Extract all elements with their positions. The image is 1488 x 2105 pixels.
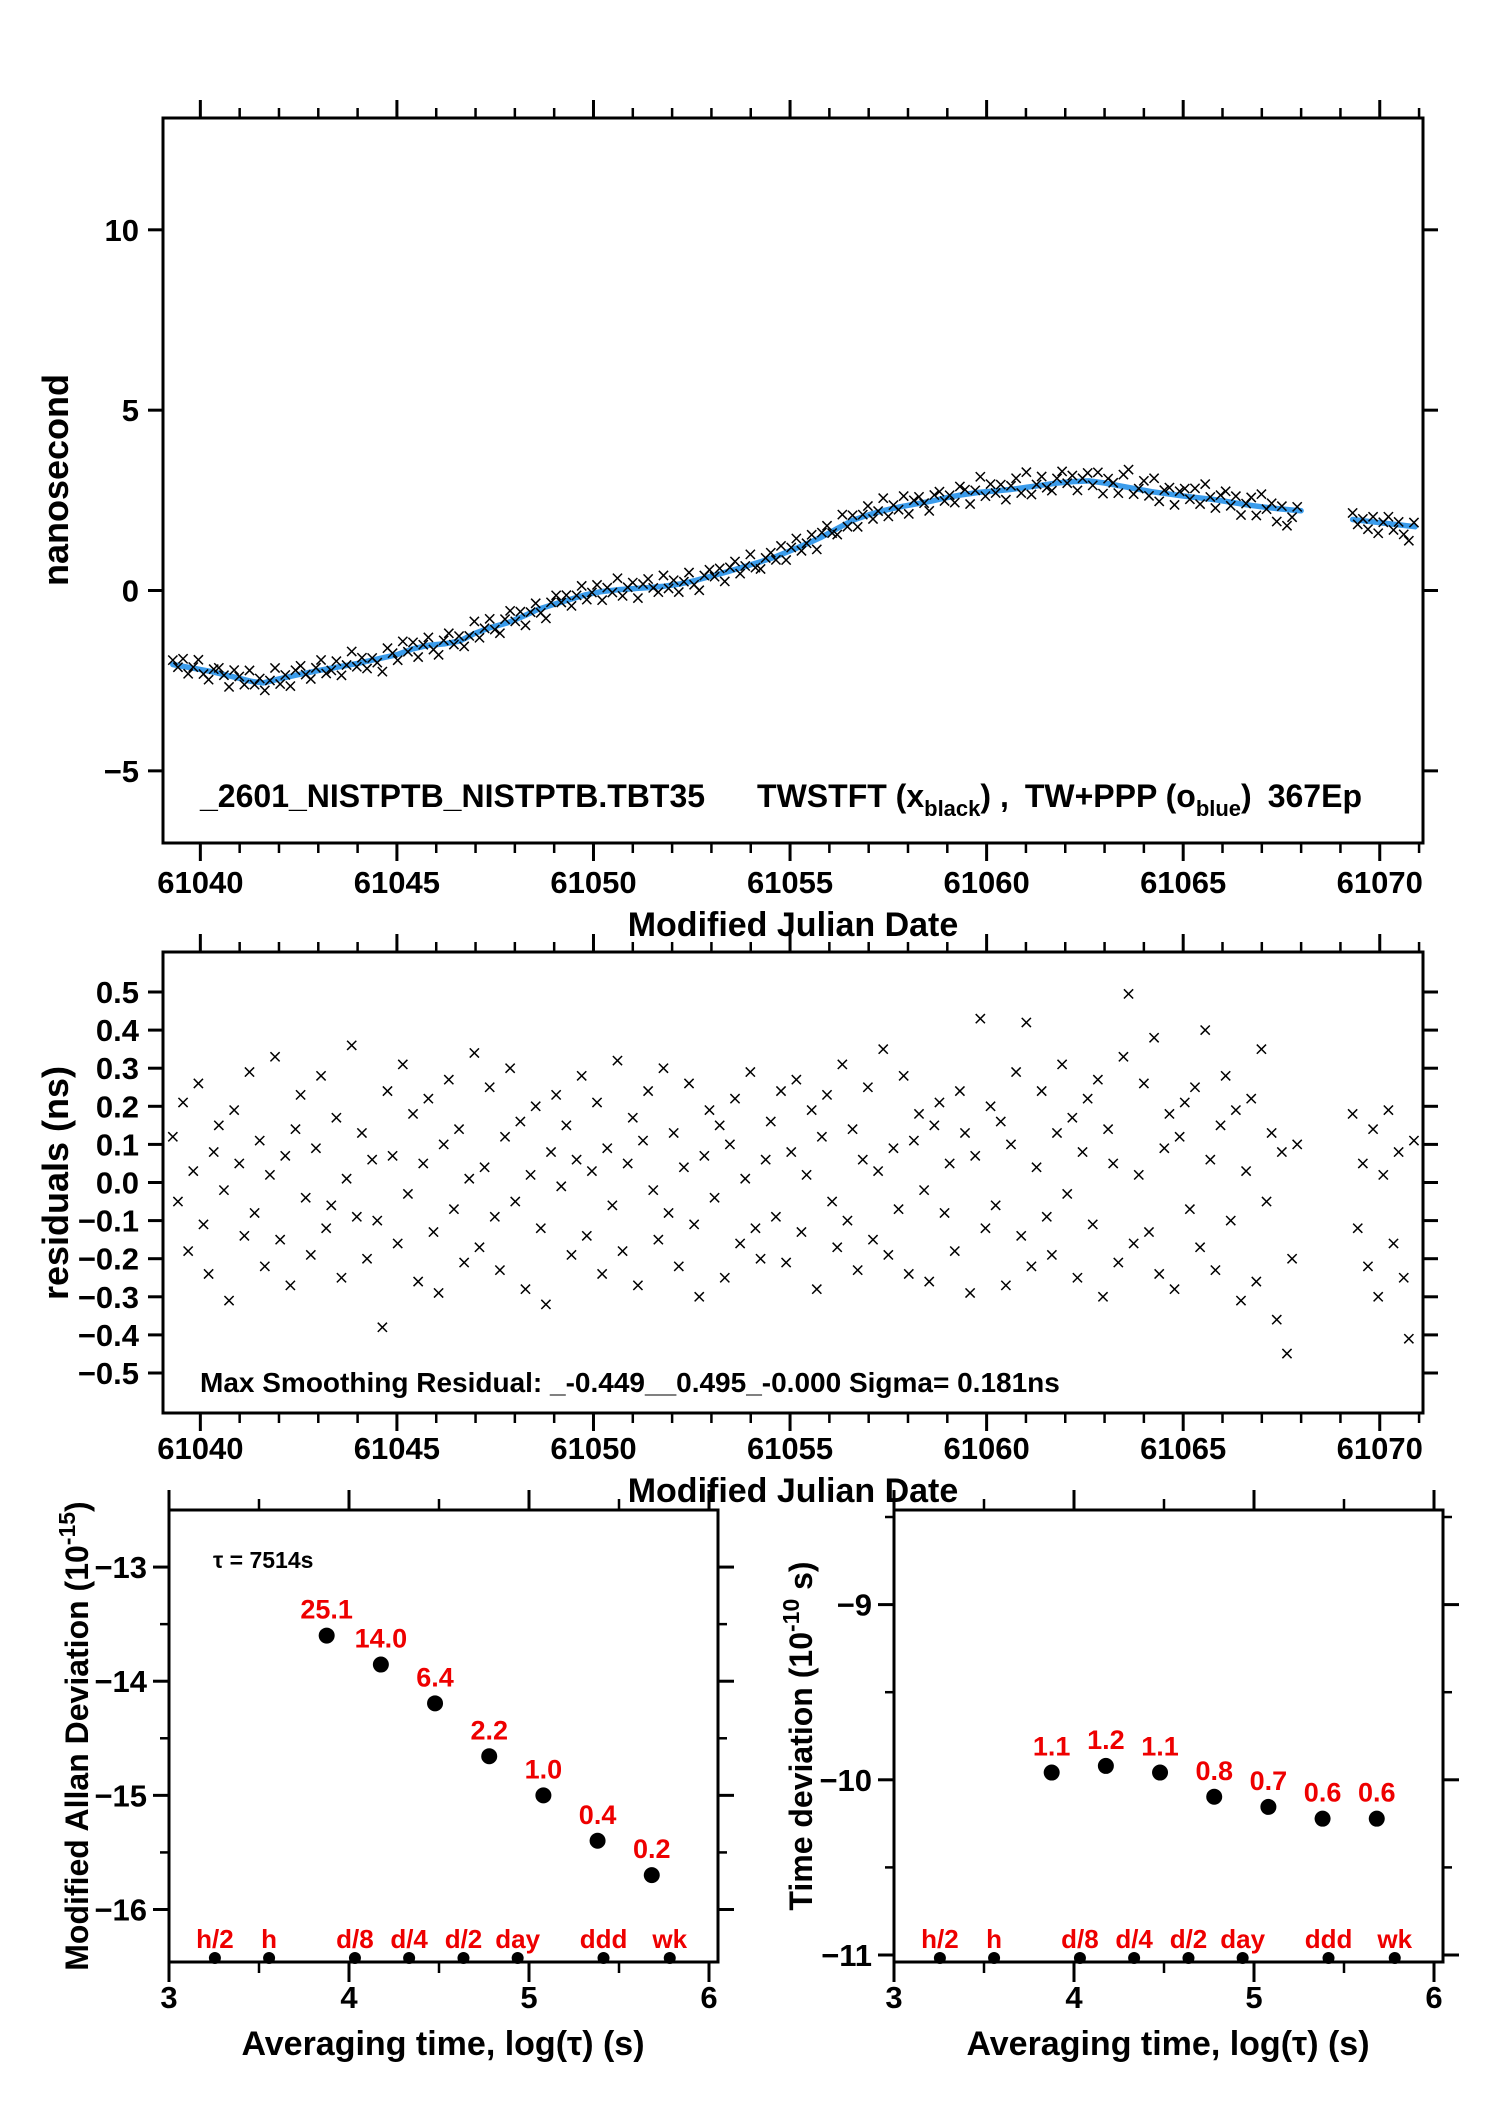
y-tick-label: −10 xyxy=(819,1762,872,1798)
dataset-id: _2601_NISTPTB_NISTPTB.TBT35 xyxy=(200,778,706,814)
y-tick-label: 0.3 xyxy=(95,1051,139,1087)
deviation-point xyxy=(590,1833,606,1849)
tau-marker-label: h/2 xyxy=(921,1924,959,1954)
mdev-title-text: Modified Allan Deviation (10 xyxy=(59,1545,95,1971)
tau-marker-label: h/2 xyxy=(196,1924,234,1954)
tau-reference-markers xyxy=(921,1924,1413,1964)
deviation-point xyxy=(1315,1811,1331,1827)
tau-marker-label: d/2 xyxy=(444,1924,483,1954)
deviation-value-label: 0.2 xyxy=(632,1834,671,1865)
deviation-points xyxy=(1033,1725,1396,1827)
y-tick-label: 0.1 xyxy=(95,1127,139,1163)
x-tick-label: 61045 xyxy=(353,1431,441,1466)
residuals-y-axis-title: residuals (ns) xyxy=(35,1065,76,1301)
deviation-value-label: 6.4 xyxy=(416,1662,454,1693)
y-tick-label: 0 xyxy=(121,573,139,609)
x-tick-label: 61050 xyxy=(550,1431,637,1466)
deviation-point xyxy=(1098,1758,1114,1774)
y-tick-label: 0.0 xyxy=(95,1165,139,1201)
y-tick-label: −0.3 xyxy=(77,1279,139,1315)
x-tick-label: 61070 xyxy=(1336,865,1423,900)
smoothed-series-line xyxy=(173,481,1301,683)
series1-close: ) , xyxy=(980,778,1009,814)
panel-frame xyxy=(163,952,1423,1413)
tdev-x-axis-title: Averaging time, log(τ) (s) xyxy=(966,2025,1370,2063)
x-tick-label: 61070 xyxy=(1336,1431,1423,1466)
mdev-title-close: ) xyxy=(59,1501,95,1512)
x-tick-label: 3 xyxy=(160,1980,178,2015)
residual-markers xyxy=(168,989,1418,1358)
deviation-value-label: 1.1 xyxy=(1141,1731,1179,1762)
deviation-value-label: 1.1 xyxy=(1032,1731,1071,1762)
tdev-title-exponent: -10 xyxy=(778,1598,804,1632)
deviation-point xyxy=(319,1628,335,1644)
x-tick-label: 61065 xyxy=(1140,865,1227,900)
tau-marker-label: ddd xyxy=(579,1924,628,1954)
series2-subscript: blue xyxy=(1195,796,1242,821)
y-tick-label: 0.5 xyxy=(95,975,139,1011)
x-tick-label: 4 xyxy=(340,1980,358,2015)
deviation-value-label: 1.2 xyxy=(1087,1724,1125,1755)
y-tick-label: 0.2 xyxy=(95,1089,139,1125)
y-tick-label: −13 xyxy=(94,1550,147,1586)
deviation-point xyxy=(373,1657,389,1673)
tdev-y-axis-title xyxy=(778,1561,819,1910)
mdev-y-axis-title xyxy=(54,1501,95,1970)
mdev-title-exponent: -15 xyxy=(54,1511,80,1546)
x-tick-label: 6 xyxy=(700,1980,718,2015)
residuals-annotation: Max Smoothing Residual: _-0.449__0.495_-0.000 Sigma= 0.181ns xyxy=(200,1367,1060,1398)
x-tick-label: 61065 xyxy=(1140,1431,1227,1466)
x-tick-label: 61060 xyxy=(943,865,1030,900)
x-tick-label: 6 xyxy=(1425,1980,1443,2015)
deviation-value-label: 0.7 xyxy=(1249,1765,1288,1796)
series1-subscript: black xyxy=(924,796,981,821)
tau-marker-label: wk xyxy=(652,1924,688,1954)
top-annotation xyxy=(199,778,1362,821)
deviation-point xyxy=(1206,1789,1222,1805)
tdev-title-close: s) xyxy=(783,1561,819,1599)
x-tick-label: 61050 xyxy=(550,865,637,900)
x-tick-label: 61055 xyxy=(746,1431,834,1466)
x-tick-label: 61040 xyxy=(157,1431,244,1466)
top-x-axis-title: Modified Julian Date xyxy=(627,906,959,944)
x-tick-label: 4 xyxy=(1065,1980,1083,2015)
deviation-value-label: 1.0 xyxy=(524,1754,563,1785)
modified-allan-deviation-panel xyxy=(94,1490,734,2015)
x-tick-label: 3 xyxy=(885,1980,903,2015)
y-tick-label: −9 xyxy=(836,1587,872,1623)
residuals-x-axis-title: Modified Julian Date xyxy=(627,1472,959,1510)
y-tick-label: 5 xyxy=(121,393,139,429)
tau-marker-label: h xyxy=(261,1924,278,1954)
x-tick-label: 61060 xyxy=(943,1431,1030,1466)
deviation-value-label: 0.8 xyxy=(1195,1755,1233,1786)
time-deviation-panel xyxy=(819,1490,1459,2015)
series2-label: TW+PPP (o xyxy=(1024,778,1196,814)
y-tick-label: −11 xyxy=(821,1937,872,1973)
x-tick-label: 5 xyxy=(520,1980,538,2015)
y-tick-label: −0.2 xyxy=(77,1241,139,1277)
y-tick-label: −15 xyxy=(94,1778,147,1814)
x-tick-label: 5 xyxy=(1245,1980,1263,2015)
epoch-count: 367Ep xyxy=(1267,778,1362,814)
x-tick-label: 61045 xyxy=(353,865,441,900)
y-tick-label: 10 xyxy=(104,212,139,248)
deviation-value-label: 2.2 xyxy=(470,1715,508,1746)
deviation-value-label: 0.6 xyxy=(1357,1777,1396,1808)
series1-label: TWSTFT (x xyxy=(757,778,925,814)
panel-frame xyxy=(169,1510,718,1962)
top-y-axis-title: nanosecond xyxy=(35,373,76,587)
tau-marker-label: ddd xyxy=(1304,1924,1353,1954)
tau-annotation: τ = 7514s xyxy=(213,1547,314,1573)
y-tick-label: −0.5 xyxy=(77,1355,139,1391)
tau-marker-label: wk xyxy=(1377,1924,1413,1954)
tdev-title-text: Time deviation (10 xyxy=(783,1631,819,1911)
tau-marker-label: d/4 xyxy=(390,1924,428,1954)
panel-frame xyxy=(163,118,1423,843)
tau-marker-label: day xyxy=(1220,1924,1266,1954)
x-tick-label: 61040 xyxy=(157,865,244,900)
mdev-x-axis-title: Averaging time, log(τ) (s) xyxy=(241,2025,645,2063)
tau-marker-label: d/8 xyxy=(336,1924,374,1954)
deviation-point xyxy=(427,1695,443,1711)
tau-reference-markers xyxy=(196,1924,688,1964)
y-tick-label: −0.1 xyxy=(77,1203,139,1239)
deviation-value-label: 0.4 xyxy=(578,1799,617,1830)
deviation-point xyxy=(535,1787,551,1803)
deviation-value-label: 14.0 xyxy=(354,1623,408,1654)
deviation-point xyxy=(481,1748,497,1764)
deviation-point xyxy=(1369,1811,1385,1827)
tau-marker-label: d/4 xyxy=(1115,1924,1153,1954)
y-tick-label: 0.4 xyxy=(95,1013,139,1049)
series2-close: ) xyxy=(1241,778,1252,814)
x-tick-label: 61055 xyxy=(746,865,834,900)
deviation-point xyxy=(1044,1765,1060,1781)
y-tick-label: −14 xyxy=(94,1664,147,1700)
deviation-point xyxy=(1152,1765,1168,1781)
y-tick-label: −5 xyxy=(103,753,139,789)
deviation-point xyxy=(1260,1799,1276,1815)
tau-marker-label: d/8 xyxy=(1061,1924,1099,1954)
tau-marker-label: h xyxy=(986,1924,1003,1954)
tau-marker-label: day xyxy=(495,1924,541,1954)
deviation-value-label: 25.1 xyxy=(300,1594,353,1625)
y-tick-label: −16 xyxy=(94,1892,147,1928)
y-tick-label: −0.4 xyxy=(77,1317,139,1353)
deviation-value-label: 0.6 xyxy=(1303,1777,1342,1808)
tau-marker-label: d/2 xyxy=(1169,1924,1208,1954)
deviation-point xyxy=(644,1867,660,1883)
deviation-points xyxy=(300,1595,670,1884)
